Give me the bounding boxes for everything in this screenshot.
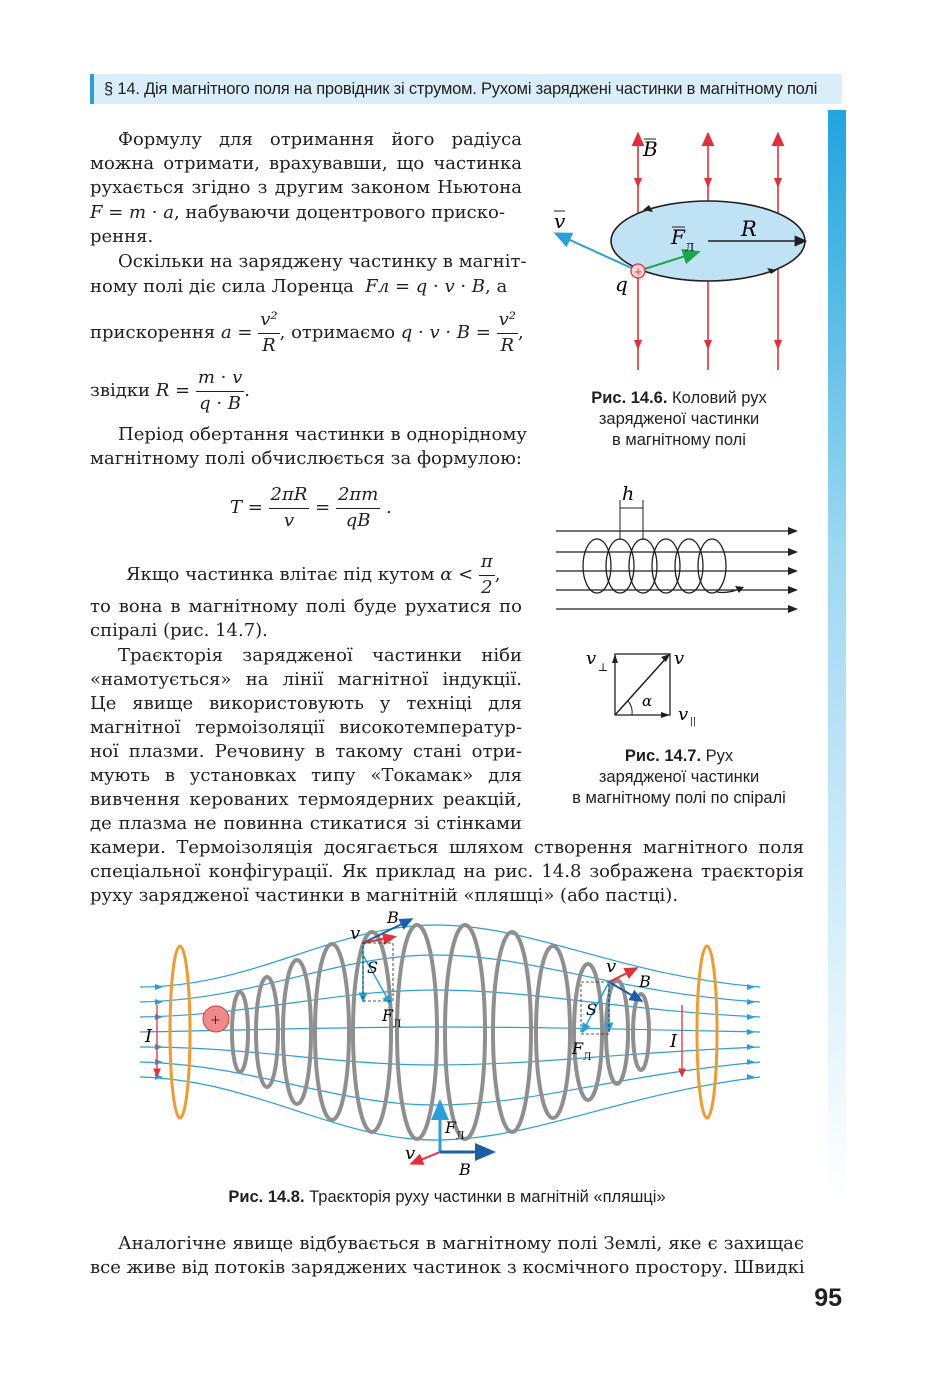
label-v-parallel: v (678, 704, 689, 725)
formula-a: a = (220, 322, 253, 343)
fraction (196, 366, 244, 416)
fraction-denominator: q · B (199, 392, 242, 414)
figure-14-8 (135, 905, 775, 1183)
label-v: v (674, 648, 685, 669)
fraction-numerator: π (479, 550, 495, 576)
text-line: ної плазми. Речовину в такому стані отри- (90, 741, 522, 762)
text-line: руху зарядженої частинки в магнітній «пляшці» (або пастці). (90, 885, 679, 906)
text-line: Формулу для отримання його радіуса (118, 129, 522, 150)
caption-text: зарядженої частинки (598, 768, 760, 786)
text-fragment: . (244, 380, 251, 401)
text-line (90, 201, 505, 226)
text-line: мують в установках типу «Токамак» для (90, 765, 522, 786)
text-line: можна отримати, врахувавши, що частинка (90, 153, 522, 174)
text-line: магнітному полі обчислюється за формулою: (90, 448, 522, 469)
label-F-sub: Л (583, 1052, 592, 1063)
label-F-sub: Л (393, 1019, 402, 1030)
label-S-top-left: S (367, 958, 378, 977)
label-v-parallel-sub: || (690, 717, 697, 727)
label-alpha: α (642, 692, 653, 710)
svg-text:+: + (210, 1013, 221, 1028)
label-F-bottom: F (445, 1118, 457, 1137)
formula-part: . (386, 497, 392, 518)
label-v-bottom: v (405, 1143, 416, 1164)
section-header: § 14. Дія магнітного поля на провідник зі струмом. Рухомі заряджені частинки в магнітному полі (90, 74, 842, 104)
label-h: h (622, 483, 635, 505)
label-v-top-right: v (606, 956, 617, 977)
text-line: «намотується» на лінії магнітної індукції. (90, 669, 522, 690)
fraction (258, 308, 279, 358)
caption-text: в магнітному полі (612, 431, 746, 449)
label-B-top-right: B (639, 972, 651, 991)
formula-newton: F = m · a (90, 202, 174, 223)
text-fragment: , отримаємо (279, 322, 396, 343)
text-line: де плазма не повинна стикатися зі стінками (90, 813, 522, 834)
text-line: Період обертання частинки в однорідному (118, 424, 527, 445)
text-line: Траєкторія зарядженої частинки ніби (118, 645, 522, 666)
label-B-bottom: B (459, 1160, 471, 1179)
step-marker (620, 500, 643, 540)
text-fragment: , (517, 322, 524, 343)
bottom-text (90, 1232, 804, 1284)
caption-label: Рис. 14.7. (624, 747, 702, 765)
fraction-numerator: 2πR (269, 483, 310, 509)
formula-period (230, 483, 392, 533)
fraction-denominator: qB (345, 509, 371, 531)
label-I-right: I (670, 1031, 678, 1052)
page-number: 95 (814, 1284, 842, 1312)
label-v: v (554, 209, 566, 233)
text-fragment: , набуваючи доцентрового приско- (173, 202, 505, 223)
fraction-numerator: m · v (196, 366, 244, 392)
text-fragment: прискорення (90, 322, 216, 343)
text-fragment: , (494, 564, 501, 585)
label-F-sub: Л (685, 241, 695, 254)
text-line (90, 275, 522, 300)
caption-text: в магнітному полі по спіралі (572, 789, 786, 807)
fraction-denominator: R (500, 334, 515, 356)
text-line: Оскільки на заряджену частинку в магніт- (118, 251, 527, 272)
label-q: q (615, 272, 628, 296)
text-fragment: , а (485, 276, 508, 297)
label-B-top-left: B (387, 908, 399, 927)
fraction (269, 483, 310, 533)
figure-14-7-vectors (582, 640, 712, 732)
formula-R: R = (155, 380, 191, 401)
label-S-top-right: S (586, 1000, 597, 1019)
text-fragment: звідки (90, 380, 151, 401)
label-R: R (741, 217, 757, 241)
side-stripe (828, 110, 846, 1200)
text-line: Аналогічне явище відбувається в магнітному полі Землі, яке є захищає (118, 1233, 804, 1254)
text-line: вивчення керованих термоядерних реакцій, (90, 789, 522, 810)
text-line: то вона в магнітному полі буде рухатися по (90, 596, 522, 617)
figure-14-7-spiral (552, 480, 804, 615)
fraction-denominator: v (283, 509, 295, 531)
label-B: B (643, 137, 658, 161)
formula-part: T = (230, 497, 263, 518)
fraction-numerator: v² (497, 308, 518, 334)
caption-label: Рис. 14.8. (228, 1188, 305, 1206)
text-line (90, 308, 524, 358)
left-column (90, 128, 527, 834)
formula-alpha: α < (440, 564, 474, 585)
text-line: рення. (90, 226, 154, 247)
text-fragment: Якщо частинка влітає під кутом (126, 564, 435, 585)
svg-text:+: + (633, 265, 643, 279)
caption-label: Рис. 14.6. (591, 389, 668, 407)
text-fragment: ному полі діє сила Лоренца (90, 276, 354, 297)
fraction (479, 550, 495, 600)
spiral-path (583, 539, 742, 593)
label-F-top-left: F (382, 1006, 394, 1025)
formula-lorentz: Fл = q · v · B (365, 276, 486, 297)
fraction-denominator: 2 (481, 576, 493, 598)
caption-text: Траєкторія руху частинки в магнітній «пляшці» (309, 1188, 666, 1206)
fig147-caption (548, 746, 810, 809)
text-line: спеціальної конфігурації. Як приклад на рис. 14.8 зображена траєкторія (90, 861, 804, 882)
label-F: F (671, 225, 685, 249)
fraction-numerator: 2πm (336, 483, 380, 509)
figure-14-6 (545, 128, 815, 376)
formula-qvb: q · v · B = (400, 322, 491, 343)
text-line (90, 366, 250, 416)
fraction (497, 308, 518, 358)
fraction (336, 483, 380, 533)
label-v-perp: v (586, 648, 597, 669)
field-lines (556, 531, 796, 609)
text-line: рухається згідно з другим законом Ньютона (90, 177, 522, 198)
label-I-left: I (145, 1026, 153, 1047)
caption-text: Рух (705, 747, 734, 765)
text-line: спіралі (рис. 14.7). (90, 620, 268, 641)
fig148-caption (90, 1187, 804, 1208)
fig146-caption (548, 388, 810, 451)
caption-text: зарядженої частинки (598, 410, 760, 428)
fraction-denominator: R (262, 334, 276, 356)
caption-text: Коловий рух (672, 389, 767, 407)
full-width-text (90, 836, 804, 916)
text-line: магнітної термоізоляції високотемператур- (90, 717, 522, 738)
text-line: Це явище використовують у техніці для (90, 693, 522, 714)
label-F-top-right: F (572, 1039, 584, 1058)
label-v-top-left: v (350, 923, 361, 944)
formula-part: = (315, 497, 331, 518)
label-v-perp-sub: ⊥ (598, 661, 609, 674)
label-F-sub: Л (456, 1131, 465, 1142)
text-line: все живе від потоків заряджених частинок з космічного простору. Швидкі (90, 1257, 805, 1278)
text-line (126, 550, 500, 600)
fraction-numerator: v² (258, 308, 279, 334)
text-line: камери. Термоізоляція досягається шляхом створення магнітного поля (90, 837, 804, 858)
